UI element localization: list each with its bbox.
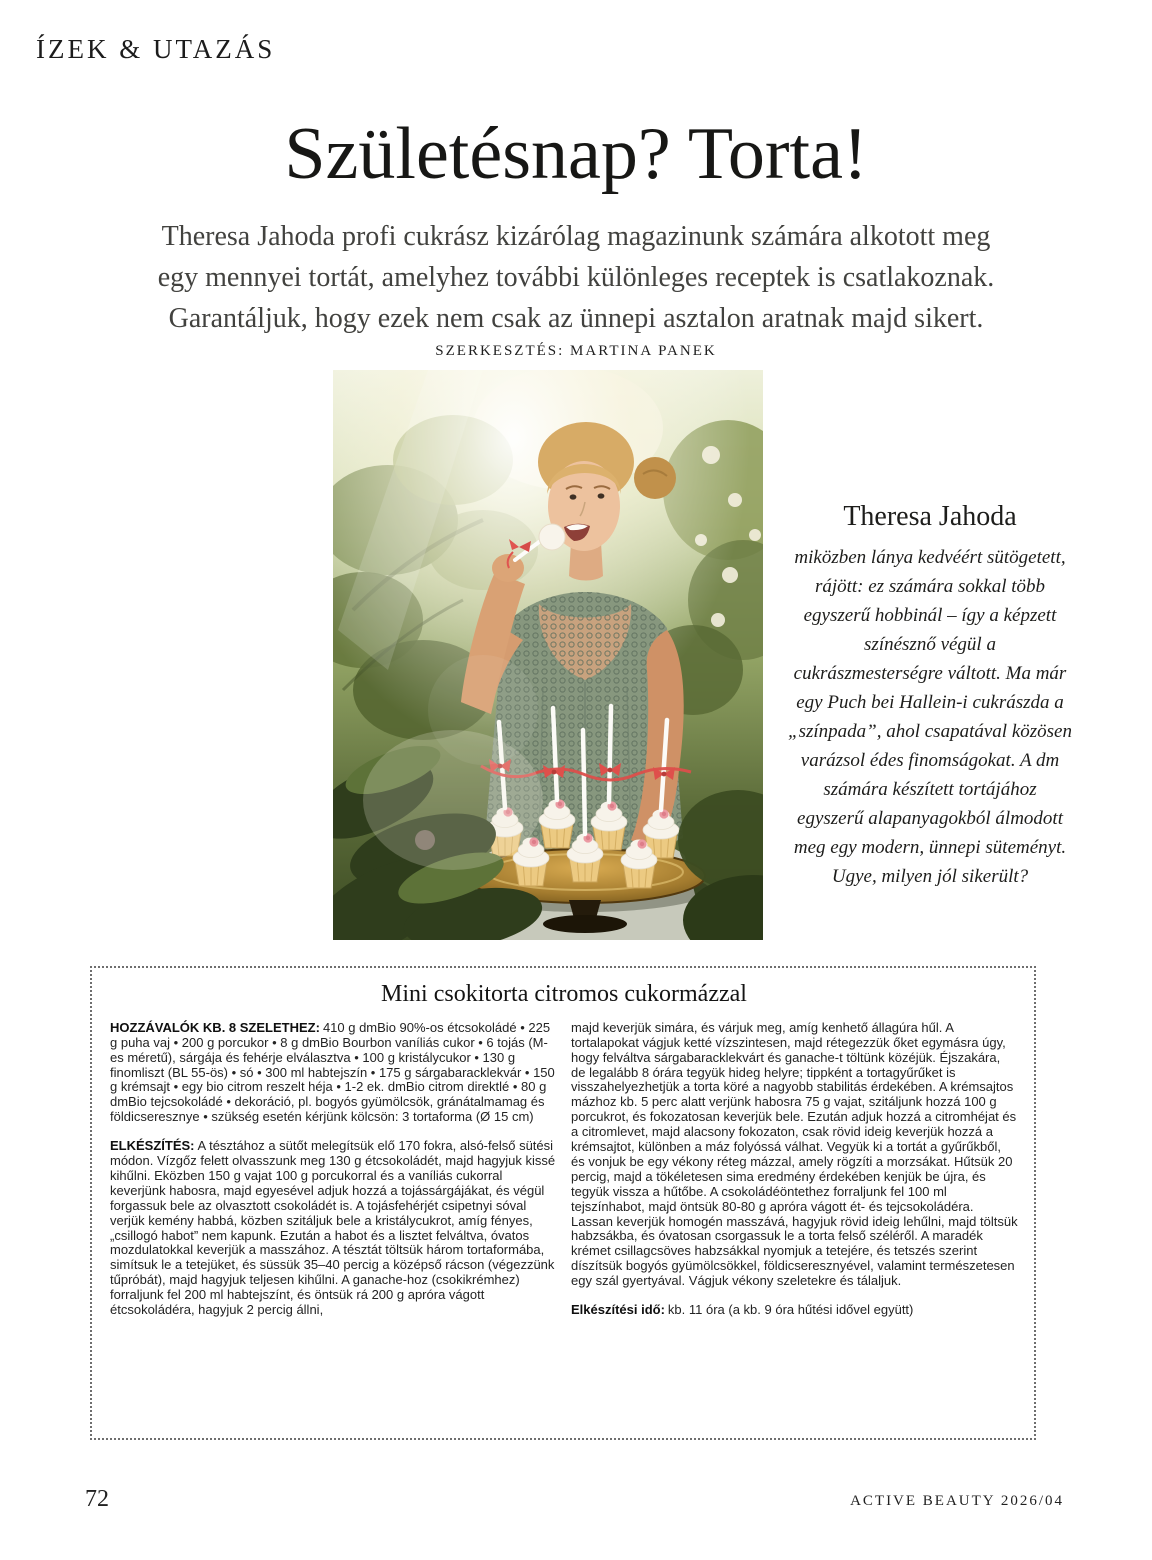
- hero-photo-illustration: [333, 370, 763, 940]
- recipe-column-right: [571, 1021, 1018, 1332]
- method-paragraph: [110, 1139, 557, 1318]
- prep-time-value: kb. 11 óra (a kb. 9 óra hűtési idővel együtt): [667, 1302, 914, 1318]
- ingredients-text: 410 g dmBio 90%-os étcsokoládé • 225 g puha vaj • 200 g porcukor • 8 g dmBio Bourbon vaníliás cukor • 6 tojás (M-es méretű), sárgája és fehérje elválasztva • 100 g kristálycukor • 130 g finomliszt (BL 55-ös) • só • 300 ml habtejszín • 175 g sárgabaracklekvár • 150 g krémsajt • egy bio citrom reszelt héja • 1-2 ek. dmBio citrom direktlé • 80 g dmBio tejcsokoládé • dekoráció, pl. bogyós gyümölcsök, gránátalmamag és földicseresznye • szükség esetén kérjünk kölcsön: 3 tortaforma (Ø 15 cm): [110, 1019, 555, 1125]
- ingredients-paragraph: [110, 1021, 557, 1125]
- section-header: ÍZEK & UTAZÁS: [36, 34, 276, 64]
- prep-time-paragraph: [571, 1303, 1018, 1318]
- magazine-credit: ACTIVE BEAUTY 2026/04: [850, 1493, 1064, 1509]
- page-number: 72: [85, 1486, 109, 1512]
- intro-line-2: egy mennyei tortát, amelyhez további különleges receptek is csatlakoznak.: [157, 262, 995, 293]
- profile-name: Theresa Jahoda: [843, 501, 1017, 532]
- intro-line-3: Garantáljuk, hogy ezek nem csak az ünnepi asztalon aratnak majd sikert.: [168, 303, 984, 334]
- prep-time-label: Elkészítési idő:: [571, 1302, 665, 1318]
- method-label: ELKÉSZÍTÉS:: [110, 1138, 195, 1154]
- recipe-column-left: [110, 1021, 557, 1332]
- eye: [598, 493, 605, 498]
- recipe-columns: [110, 1021, 1018, 1332]
- recipe-title: Mini csokitorta citromos cukormázzal: [381, 981, 747, 1007]
- byline: SZERKESZTÉS: MARTINA PANEK: [435, 343, 717, 359]
- method-text-part1: A tésztához a sütőt melegítsük elő 170 fokra, alsó-felső sütési módon. Vízgőz felett olvasszunk meg 130 g étcsokoládét, majd hagyjuk kissé kihűlni. Eközben 150 g vajat 100 g porcukorral és a vaníliás cukorral keverjünk habosra, majd egyesével adjuk hozzá a tojássárgájákat, és végül forgassuk bele az olvasztott csokoládét is. A tojásfehérjét csipetnyi sóval verjük kemény habbá, közben szitáljuk bele a kristálycukrot, amíg fényes, „csillogó habot” nem kapunk. Ezután a habot és a lisztet felváltva, óvatos mozdulatokkal keverjük a masszához. A tésztát töltsük három tortaformába, simítsuk le a tetejüket, és süssük 35–40 percig a középső rácson (végezzünk tűpróbát), majd hagyjuk teljesen kihűlni. A ganache-hoz (csokikrémhez) forraljunk fel 200 ml habtejszínt, és öntsük rá 200 g apróra vágott étcsokoládéra, hagyjuk 2 percig állni,: [110, 1138, 556, 1318]
- eye: [570, 494, 577, 499]
- recipe-box: [90, 966, 1036, 1440]
- profile-sidebar: [788, 500, 1072, 891]
- intro-paragraph: [0, 216, 1152, 339]
- method-continued-paragraph: majd keverjük simára, és várjuk meg, amíg kenhető állagúra hűl. A tortalapokat vágjuk ketté vízszintesen, majd rétegezzük őket egymásra úgy, hogy felváltva sárgabaracklekvárt és ganache-t töltünk közéjük. Éjszakára, de legalább 8 órára tegyük hideg helyre; tippként a tortagyűrűket is visszahelyezhetjük a torta köré a nagyobb stabilitás érdekében. A krémsajtos mázhoz kb. 5 perc alatt verjünk habosra 75 g vajat, szitáljunk hozzá 100 g porcukrot, és fokozatosan keverjük bele. Ezután adjuk hozzá a citromhéjat és a citromlevet, majd alacsony fokozaton, csak rövid ideig keverjük hozzá a krémsajtot, különben a máz folyóssá válhat. Vegyük ki a tortát a gyűrűkből, és vonjuk be egy vékony réteg mázzal, amely rögzíti a morzsákat. Hűtsük 20 percig, majd a tökéletesen sima eredmény érdekében kenjük be újra, és tegyük vissza a hűtőbe. A csokoládéöntethez forraljunk fel 100 ml tejszínhabot, majd öntsük 80-80 g apróra vágott ét- és tejcsokoládéra. Lassan keverjük homogén masszává, hagyjuk rövid ideig lehűlni, majd töltsük habzsákba, és óvatosan csorgassuk le a torta felső széléről. A maradék krémet csillagcsöves habzsákkal nyomjuk a tetejére, és tetszés szerint díszítsük bogyós gyümölcsökkel, földicseresznyével, valamint természetesen egy szál gyertyával. Vágjuk vékony szeletekre és tálaljuk.: [571, 1019, 1018, 1289]
- ingredients-label: HOZZÁVALÓK KB. 8 SZELETHEZ:: [110, 1019, 320, 1035]
- hero-photo: [333, 370, 763, 940]
- profile-text: miközben lánya kedvéért sütögetett, rájött: ez számára sokkal több egyszerű hobbinál – így a képzett színésznő végül a cukrászmesterségre váltott. Ma már egy Puch bei Hallein-i cukrászda a „színpada”, ahol csapatával közösen varázsol édes finomságokat. A dm számára készített tortájához egyszerű alapanyagokból álmodott meg egy modern, ünnepi süteményt. Ugye, milyen jól sikerült?: [788, 546, 1072, 887]
- page-title: Születésnap? Torta!: [284, 113, 868, 195]
- intro-line-1: Theresa Jahoda profi cukrász kizárólag magazinunk számára alkotott meg: [161, 221, 991, 252]
- hair-bun: [634, 457, 676, 499]
